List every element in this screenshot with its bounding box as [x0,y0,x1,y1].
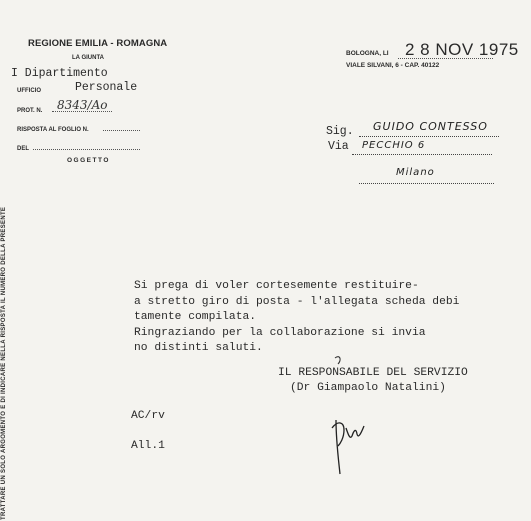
typist-initials: AC/rv [131,410,165,422]
side-instruction: TRATTARE UN SOLO ARGOMENTO E DI INDICARE NELLA RISPOSTA IL NUMERO DELLA PRESENTE [1,206,7,520]
signatory-title: IL RESPONSABILE DEL SERVIZIO [278,367,468,379]
recipient-city-dotted-line [359,182,494,184]
body-line-2b: tamente compilata. [134,311,257,323]
body-line-1: Si prega di voler cortesemente restituire- [134,280,419,292]
ufficio-label: UFFICIO [17,88,41,94]
organization-name: REGIONE EMILIA - ROMAGNA [28,38,168,49]
department-name: I Dipartimento [11,67,108,80]
date-stamp: 2 8 NOV 1975 [405,40,519,59]
recipient-sig-label: Sig. [326,125,354,138]
protocol-label: PROT. N. [17,108,43,114]
reply-sheet-label: RISPOSTA AL FOGLIO N. [17,127,89,133]
attachments-count: All.1 [131,440,165,452]
date-dotted-line [398,57,493,59]
body-line-4: no distinti saluti. [134,342,263,354]
recipient-via-label: Via [328,140,349,153]
recipient-street: PECCHIO 6 [362,140,426,151]
recipient-name-dotted-line [359,135,499,137]
protocol-number: 8343/Ao [57,98,108,112]
subject-label: OGGETTO [67,157,110,164]
office-address: VIALE SILVANI, 6 - CAP. 40122 [346,62,440,69]
del-label: DEL [17,146,29,152]
date-city-label: BOLOGNA, LI [346,50,389,57]
reply-sheet-dotted-line [103,129,140,131]
body-line-2: a stretto giro di posta - l'allegata scheda debi [134,295,460,308]
ufficio-value: Personale [75,81,138,94]
recipient-city: Milano [396,167,435,178]
recipient-name: GUIDO CONTESSO [373,120,488,133]
del-dotted-line [33,148,140,150]
handwritten-signature [322,350,372,480]
recipient-street-dotted-line [352,153,492,155]
letter-body [134,279,459,357]
giunta-label: LA GIUNTA [72,55,104,61]
body-line-3: Ringraziando per la collaborazione si invia [134,326,426,339]
signatory-name: (Dr Giampaolo Natalini) [290,382,446,394]
protocol-dotted-line [52,110,112,112]
